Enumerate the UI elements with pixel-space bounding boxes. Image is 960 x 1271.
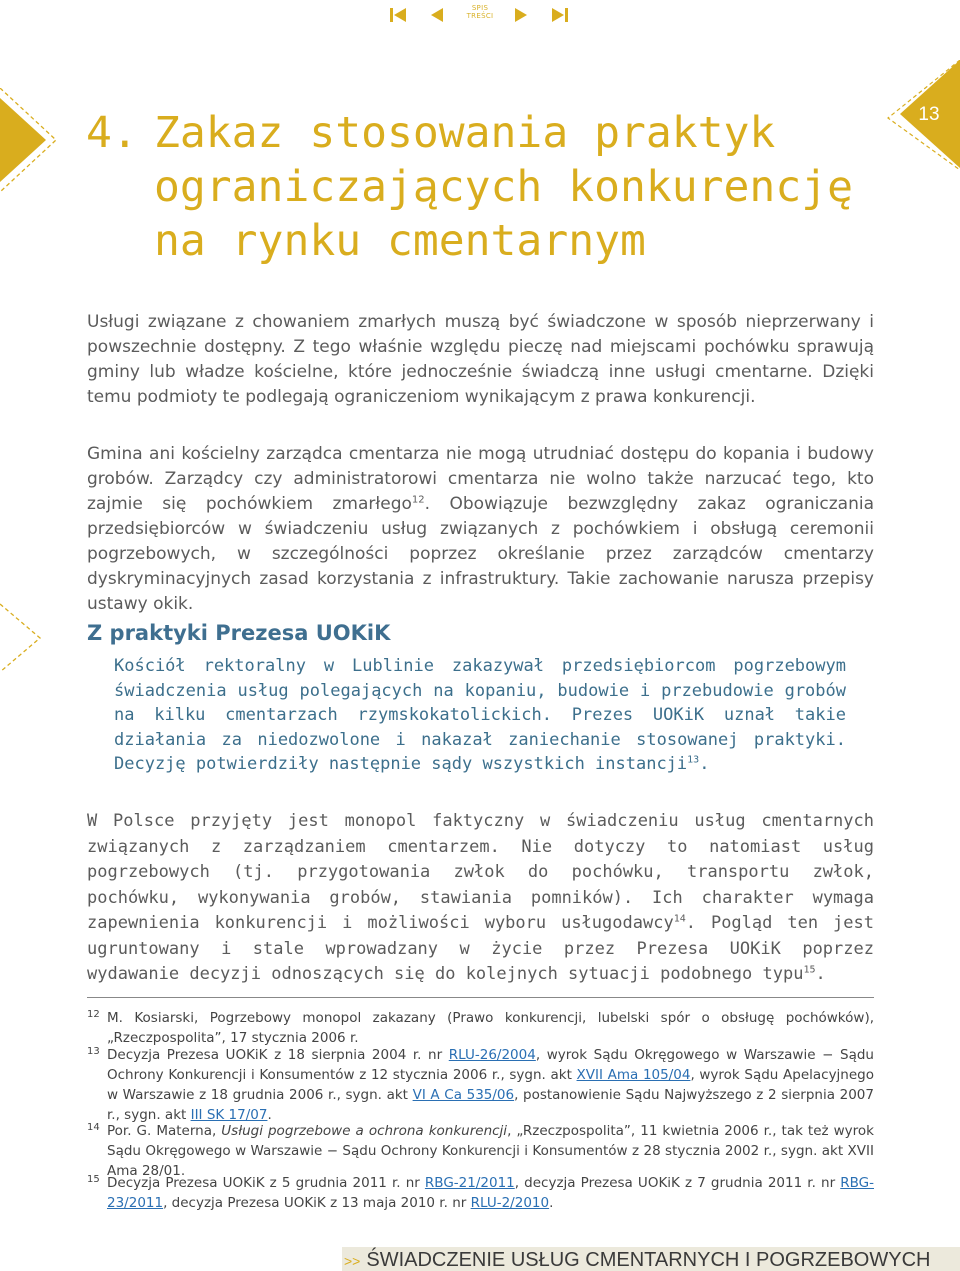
last-page-button[interactable] [550,6,570,24]
skip-first-icon [388,6,408,24]
para3-text-a: W Polsce przyjęty jest monopol faktyczny w świadczeniu usług cmentarnych związanych z zarządzaniem cmentarzem. Nie dotyczy to natomiast usług pogrzebowych (tj. przygotowania zwłok do pochówku, transportu zwłok, pochówku, wykonywania grobów, stawiania pomników). Ich charakter wymaga zapewnienia konkurencji i możliwości wyboru usługodawcy [87,811,874,933]
footer-arrows: >> [344,1253,361,1269]
section-footer [342,1247,960,1271]
footnote-ref-15[interactable]: 15 [803,964,816,976]
case-link-iii-sk-17-07[interactable]: III SK 17/07 [190,1107,268,1123]
page-navigation [388,4,572,26]
heading-line-2: ograniczających konkurencję [154,162,853,212]
footnote-ref-13[interactable]: 13 [687,754,700,766]
toc-label-line1: SPIS [471,4,489,12]
case-link-vi-a-ca-535-06[interactable]: VI A Ca 535/06 [412,1087,515,1103]
case-box-title: Z praktyki Prezesa UOKiK [87,621,391,645]
case-link-xvii-ama-105-04[interactable]: XVII Ama 105/04 [576,1067,691,1083]
fn-text: Decyzja Prezesa UOKiK z 18 sierpnia 2004 r. nr [107,1047,449,1063]
page-number: 13 [918,104,940,125]
chapter-number: 4. [86,108,138,158]
intro-paragraph-1: Usługi związane z chowaniem zmarłych muszą być świadczone w sposób nieprzerwany i powszechnie dostępny. Z tego właśnie względu pieczę nad miejscami pochówku sprawują gminy lub władze kościelne, które jednocześnie świadczą inne usługi cmentarne. Dzięki temu podmioty te podlegają ograniczeniom wynikającym z prawa konkurencji. [87,312,874,407]
intro-p2-text-a: Gmina ani kościelny zarządca cmentarza nie mogą utrudniać dostępu do kopania i budowy grobów. Zarządcy czy administratorowi cmentarza nie wolno także narzucać tego, kto zajmie się pochówkiem zmarłego [87,444,874,514]
footnote-divider [87,997,874,998]
fn-text: , wyrok Sądu Okręgowego w Warszawie − Sądu Ochrony Konkurencji i Konsumentów z 12 stycznia 2006 r., sygn. akt [107,1047,874,1083]
fn-text: , wyrok Sądu Apelacyjnego w Warszawie z 18 grudnia 2006 r., sygn. akt [107,1067,875,1103]
footnote-number: 13 [87,1046,100,1057]
previous-page-button[interactable] [428,6,446,24]
fn-text: , postanowienie Sądu Najwyższego z 2 sierpnia 2007 r., sygn. akt [107,1087,874,1123]
case-box-text [114,654,846,777]
decision-link-rlu-26-2004[interactable]: RLU-26/2004 [448,1047,536,1063]
para3-text-c: . [815,964,826,984]
decision-link-rlu-2-2010[interactable]: RLU-2/2010 [470,1195,550,1211]
para3-text-b: . Pogląd ten jest ugruntowany i stale wprowadzany w życie przez Prezesa UOKiK poprzez wydawanie decyzji odnoszących się do kolejnych sytuacji podobnego typu [87,913,874,984]
fn-text: , decyzja Prezesa UOKiK z 7 grudnia 2011 r. nr [514,1175,841,1191]
footnote-ref-14[interactable]: 14 [673,913,686,925]
skip-last-icon [550,6,570,24]
footnote-15 [87,1173,874,1213]
arrow-right-icon [512,6,530,24]
heading-line-1: Zakaz stosowania praktyk [154,108,776,158]
footer-title: ŚWIADCZENIE USŁUG CMENTARNYCH I POGRZEBOWYCH [366,1249,931,1271]
footnote-ref-12[interactable]: 12 [411,494,425,506]
case-end: . [699,754,710,774]
footnote-14 [87,1121,874,1181]
footnote-13 [87,1045,874,1125]
heading-line-3: na rynku cmentarnym [154,216,646,266]
monopoly-paragraph [87,809,874,988]
intro-p2-text-b: . Obowiązuje bezwzględny zakaz ograniczania przedsiębiorców w świadczeniu usług związanych z pochówkiem i obsługą ceremonii pogrzebowych, w szczególności poprzez określanie przez zarządców cmentarzy dyskryminacyjnych zasad korzystania z infrastruktury. Takie zachowanie narusza przepisy ustawy okik. [87,494,874,614]
first-page-button[interactable] [388,6,408,24]
footnote-text [107,1173,874,1213]
decision-link-rbg-21-2011[interactable]: RBG-21/2011 [424,1175,515,1191]
footnote-12 [87,1008,874,1048]
fn-text: , decyzja Prezesa UOKiK z 13 maja 2010 r. nr [163,1195,471,1211]
arrow-left-icon [428,6,446,24]
next-page-button[interactable] [512,6,530,24]
footnote-number: 15 [87,1174,100,1185]
article-title: Usługi pogrzebowe a ochrona konkurencji [221,1123,508,1139]
fn-text: Decyzja Prezesa UOKiK z 5 grudnia 2011 r. nr [107,1175,425,1191]
fn-text: . [267,1107,272,1123]
case-text: Kościół rektoralny w Lublinie zakazywał przedsiębiorcom pogrzebowym świadczenia usług polegających na kopaniu, budowie i przebudowie grobów na kilku cmentarzach rzymskokatolickich. Prezes UOKiK uznał takie działania za niedozwolone i nakazał zaniechanie stosowanej praktyki. Decyzję potwierdziły następnie sądy wszystkich instancji [114,656,846,774]
intro-paragraph-2 [87,442,874,617]
left-decoration-lower [0,600,50,680]
footnote-text [107,1121,874,1181]
footnote-text [107,1045,874,1125]
toc-label-line2: TREŚCI [466,12,494,20]
fn-text: , „Rzeczpospolita”, 11 kwietnia 2006 r., tak też wyrok Sądu Okręgowego w Warszawie − Sądu Ochrony Konkurencji i Konsumentów z 28 stycznia 2002 r., sygn. akt XVII Ama 28/01. [107,1123,875,1179]
fn-text: Por. G. Materna, [107,1123,222,1139]
table-of-contents-button[interactable] [464,4,496,20]
footnote-text: M. Kosiarski, Pogrzebowy monopol zakazany (Prawo konkurencji, lubelski spór o obsługę pochówków), „Rzeczpospolita”, 17 stycznia 2006 r. [107,1010,874,1046]
fn-text: . [549,1195,554,1211]
decision-link-rbg-23-2011[interactable]: RBG-23/2011 [107,1175,874,1211]
left-decoration [0,88,60,198]
footnote-number: 14 [87,1122,100,1133]
footnote-number: 12 [87,1009,100,1020]
